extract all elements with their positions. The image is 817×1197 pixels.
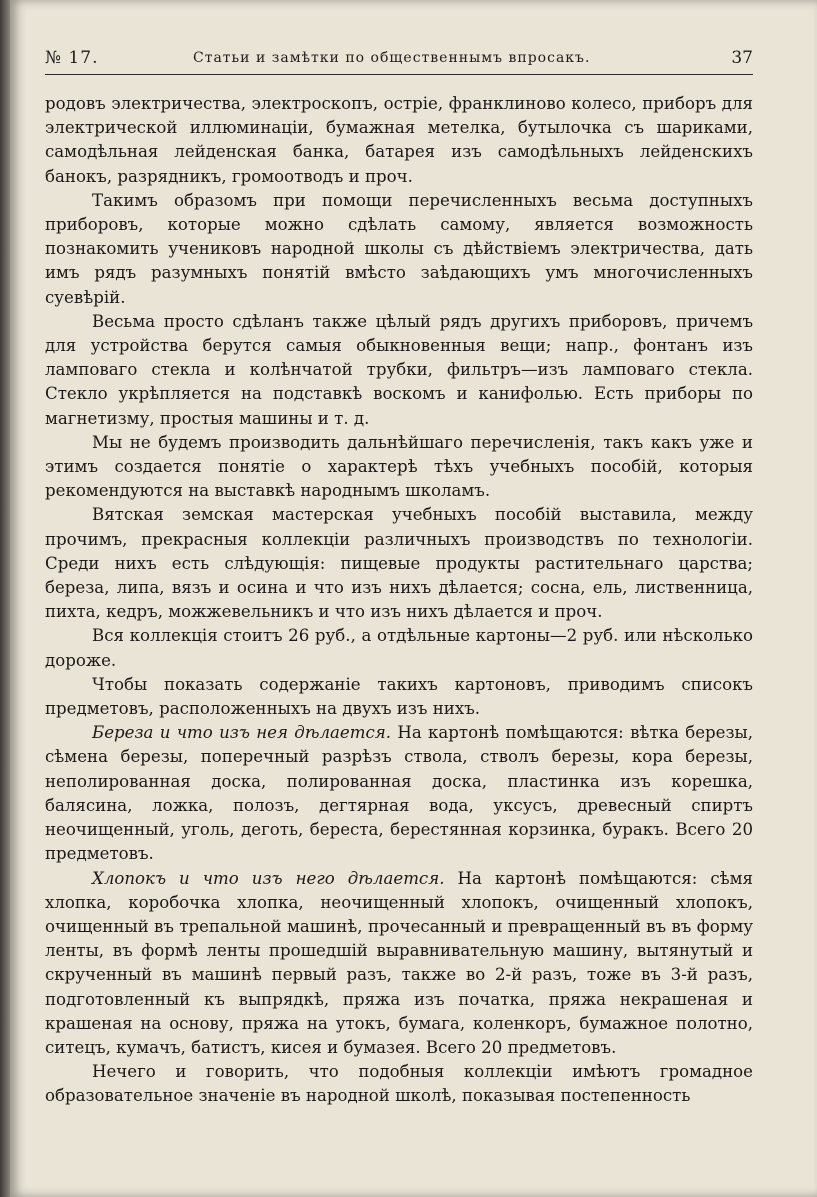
book-spine-edge <box>0 0 10 1197</box>
paragraph-7: Чтобы показать содержаніе такихъ картоновъ, приводимъ списокъ предметовъ, расположенныхъ на двухъ изъ нихъ. <box>45 674 753 719</box>
paragraph-1: родовъ электричества, электроскопъ, остріе, франклиново колесо, приборъ для электрической иллюминаціи, бумажная метелка, бутылочка съ шариками, самодѣльная лейденская банка, батарея изъ самодѣльныхъ лейденскихъ банокъ, разрядникъ, громоотводъ и проч. <box>45 94 753 186</box>
paragraph-3: Весьма просто сдѣланъ также цѣлый рядъ другихъ приборовъ, причемъ для устройства берутся самыя обыкновенныя вещи; напр., фонтанъ изъ ламповаго стекла и колѣнчатой трубки, фильтръ—изъ ламповаго стекла. Стекло укрѣпляется на подставкѣ воскомъ и канифолью. Есть приборы по магнетизму, простыя машины и т. д. <box>45 311 753 428</box>
paragraph-8 <box>45 721 753 866</box>
paragraph-10: Нечего и говорить, что подобныя коллекціи имѣютъ громадное образовательное значеніе въ народной школѣ, показывая постепенность <box>45 1062 753 1106</box>
cotton-list: На картонѣ помѣщаются: сѣмя хлопка, коробочка хлопка, неочищенный хлопокъ, очищенный хлопокъ, очищенный въ трепальной машинѣ, прочесанный и превращенный въ въ форму ленты, въ формѣ ленты прошедшій выравнивательную машину, вытянутый и скрученный въ машинѣ первый разъ, также во 2-й разъ, тоже въ 3-й разъ, подготовленный къ выпрядкѣ, пряжа изъ початка, пряжа некрашеная и крашеная на основу, пряжа на утокъ, бумага, коленкоръ, бумажное полотно, ситецъ, кумачъ, батистъ, кисея и бумазея. Всего 20 предметовъ. <box>45 868 753 1057</box>
paragraph-6: Вся коллекція стоитъ 26 руб., а отдѣльные картоны—2 руб. или нѣсколько дороже. <box>45 626 753 670</box>
paragraph-9 <box>45 867 753 1061</box>
birch-heading: Береза и что изъ нея дѣлается. <box>92 723 392 743</box>
paragraph-4: Мы не будемъ производить дальнѣйшаго перечисленія, такъ какъ уже и этимъ создается понятіе о характерѣ тѣхъ учебныхъ пособій, которыя рекомендуются на выставкѣ народнымъ школамъ. <box>45 432 753 501</box>
article-body <box>45 92 753 1109</box>
issue-number: № 17. <box>45 48 99 68</box>
birch-list: На картонѣ помѣщаются: вѣтка березы, сѣмена березы, поперечный разрѣзъ ствола, стволъ березы, кора березы, неполированная доска, полированная доска, пластинка изъ корешка, балясина, ложка, полозъ, дегтярная вода, уксусъ, древесный спиртъ неочищенный, уголь, деготь, береста, берестянная корзинка, буракъ. Всего 20 предметовъ. <box>45 723 753 864</box>
page-number: 37 <box>731 48 753 68</box>
cotton-heading: Хлопокъ и что изъ него дѣлается. <box>92 868 445 888</box>
paragraph-2: Такимъ образомъ при помощи перечисленныхъ весьма доступныхъ приборовъ, которые можно сдѣлать самому, является возможность познакомить учениковъ народной школы съ дѣйствіемъ электричества, дать имъ рядъ разумныхъ понятій вмѣсто заѣдающихъ умъ многочисленныхъ суевѣрій. <box>45 190 753 307</box>
section-title: Статьи и замѣтки по общественнымъ впросакъ. <box>193 50 591 66</box>
paragraph-5: Вятская земская мастерская учебныхъ пособій выставила, между прочимъ, прекрасныя коллекціи различныхъ производствъ по технологіи. Среди нихъ есть слѣдующія: пищевые продукты растительнаго царства; береза, липа, вязъ и осина и что изъ нихъ дѣлается; сосна, ель, лиственница, пихта, кедръ, можжевельникъ и что изъ нихъ дѣлается и проч. <box>45 505 753 622</box>
running-header <box>45 48 753 75</box>
